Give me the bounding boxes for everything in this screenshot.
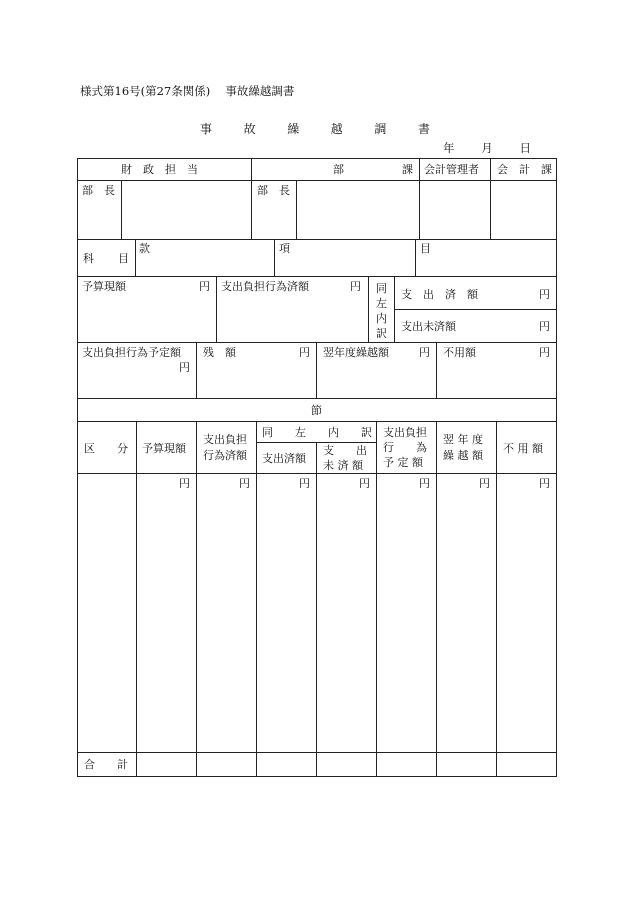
rule [77, 398, 557, 399]
yokunendo-kurikoshi-label: 翌年度繰越額 [323, 346, 389, 359]
bu-label: 部 [333, 163, 344, 176]
yotei-gaku-yen: 円 [179, 361, 190, 374]
bu-bucho-label: 部 長 [257, 184, 290, 197]
ka-label: 課 [402, 163, 413, 176]
shishutsu-mizumi-yen: 円 [539, 320, 550, 333]
shishutsu-zumi-yen: 円 [539, 288, 550, 301]
rule [394, 309, 556, 310]
doza-uchiwake-header: 同 左 内 訳 [262, 426, 372, 439]
futan-zumi-header-line1: 支出負担 [203, 433, 247, 446]
setsu-title: 節 [311, 404, 322, 417]
rule [77, 276, 557, 277]
yotei-header-line2: 行 為 [383, 441, 427, 454]
rule [196, 342, 197, 399]
rule [121, 180, 122, 240]
date-day: 日 [519, 141, 531, 155]
rule [77, 342, 557, 343]
form-label: 様式第16号(第27条関係) 事故繰越調書 [80, 84, 295, 98]
kou-label: 項 [279, 242, 290, 255]
date-month: 月 [481, 141, 493, 155]
rule [251, 158, 252, 240]
doza-char: 同 [376, 282, 387, 295]
shishutsu-mizumi-label: 支出未済額 [401, 320, 456, 333]
mizumi-header-line2: 未 済 額 [323, 459, 363, 472]
yosan-genzai-yen: 円 [199, 280, 210, 293]
futan-zumi-header-line2: 行為済額 [203, 449, 247, 462]
rule [368, 276, 369, 343]
rule [136, 421, 137, 777]
rule [216, 276, 217, 343]
date-line [443, 143, 531, 155]
yotei-yen-mark: 円 [419, 477, 430, 490]
yotei-header-line3: 予 定 額 [383, 456, 423, 469]
yotei-gaku-label: 支出負担行為予定額 [82, 346, 181, 359]
rule [77, 421, 557, 422]
title-char: 故 [243, 122, 256, 136]
kaikei-kanrisha-label: 会計管理者 [424, 163, 479, 176]
border-top [77, 158, 557, 159]
rule [376, 421, 377, 777]
rule [419, 158, 420, 240]
fuyou-gaku-label: 不用額 [443, 346, 476, 359]
zan-gaku-yen: 円 [299, 346, 310, 359]
rule [436, 342, 437, 399]
gokei-label: 合 計 [84, 758, 128, 771]
kan-label: 款 [139, 242, 150, 255]
rule [316, 442, 317, 777]
rule [296, 180, 297, 240]
fuyou-header: 不 用 額 [503, 442, 543, 455]
mizumi-yen-mark: 円 [359, 477, 370, 490]
yosan-genzai-label: 予算現額 [82, 280, 126, 293]
border-bottom [77, 776, 557, 777]
rule [490, 158, 491, 240]
mizumi-header-line1: 支 出 [323, 444, 367, 457]
shishutsu-zumi-header: 支出済額 [262, 452, 306, 465]
border-left [77, 158, 78, 777]
title-char: 繰 [287, 122, 300, 136]
doza-char: 内 [376, 312, 387, 325]
rule [274, 239, 275, 277]
rule [496, 421, 497, 777]
zaisei-tanto-label: 財 政 担 当 [121, 163, 198, 176]
zan-gaku-label: 残 額 [203, 346, 236, 359]
zaisei-bucho-label: 部 長 [82, 184, 115, 197]
kurikoshi-header-line1: 翌 年 度 [443, 433, 483, 446]
kaikei-ka-label: 会 計 課 [497, 163, 552, 176]
futan-zumi-label: 支出負担行為済額 [221, 280, 309, 293]
rule [77, 239, 557, 240]
kubun-header: 区 分 [84, 442, 128, 455]
kamoku-label-ka: 科 [83, 252, 94, 265]
title-char: 書 [417, 122, 430, 136]
rule [77, 752, 557, 753]
kamoku-label-moku: 目 [118, 252, 129, 265]
fuyou-yen-mark: 円 [539, 477, 550, 490]
rule [436, 421, 437, 777]
rule [77, 180, 557, 181]
fuyou-gaku-yen: 円 [539, 346, 550, 359]
date-year: 年 [443, 141, 455, 155]
rule [256, 421, 257, 777]
rule [196, 421, 197, 777]
rule [316, 342, 317, 399]
kurikoshi-yen-mark: 円 [479, 477, 490, 490]
title-char: 越 [330, 122, 343, 136]
yosan-genzai-header: 予算現額 [142, 442, 186, 455]
border-right [556, 158, 557, 777]
shishutsu-zumi-label: 支 出 済 額 [401, 288, 478, 301]
title-char: 事 [200, 122, 213, 136]
title-char: 調 [374, 122, 387, 136]
kurikoshi-header-line2: 繰 越 額 [443, 449, 483, 462]
doza-char: 訳 [376, 327, 387, 340]
rule [135, 239, 136, 277]
rule [77, 473, 557, 474]
rule [415, 239, 416, 277]
moku-label: 目 [420, 242, 431, 255]
doza-char: 左 [376, 297, 387, 310]
yokunendo-kurikoshi-yen: 円 [419, 346, 430, 359]
futan-zumi-yen-mark: 円 [239, 477, 250, 490]
document-title [200, 123, 430, 135]
yosan-genzai-yen-mark: 円 [179, 477, 190, 490]
futan-zumi-yen: 円 [350, 280, 361, 293]
yotei-header-line1: 支出負担 [383, 426, 427, 439]
shishutsu-zumi-yen-mark: 円 [299, 477, 310, 490]
